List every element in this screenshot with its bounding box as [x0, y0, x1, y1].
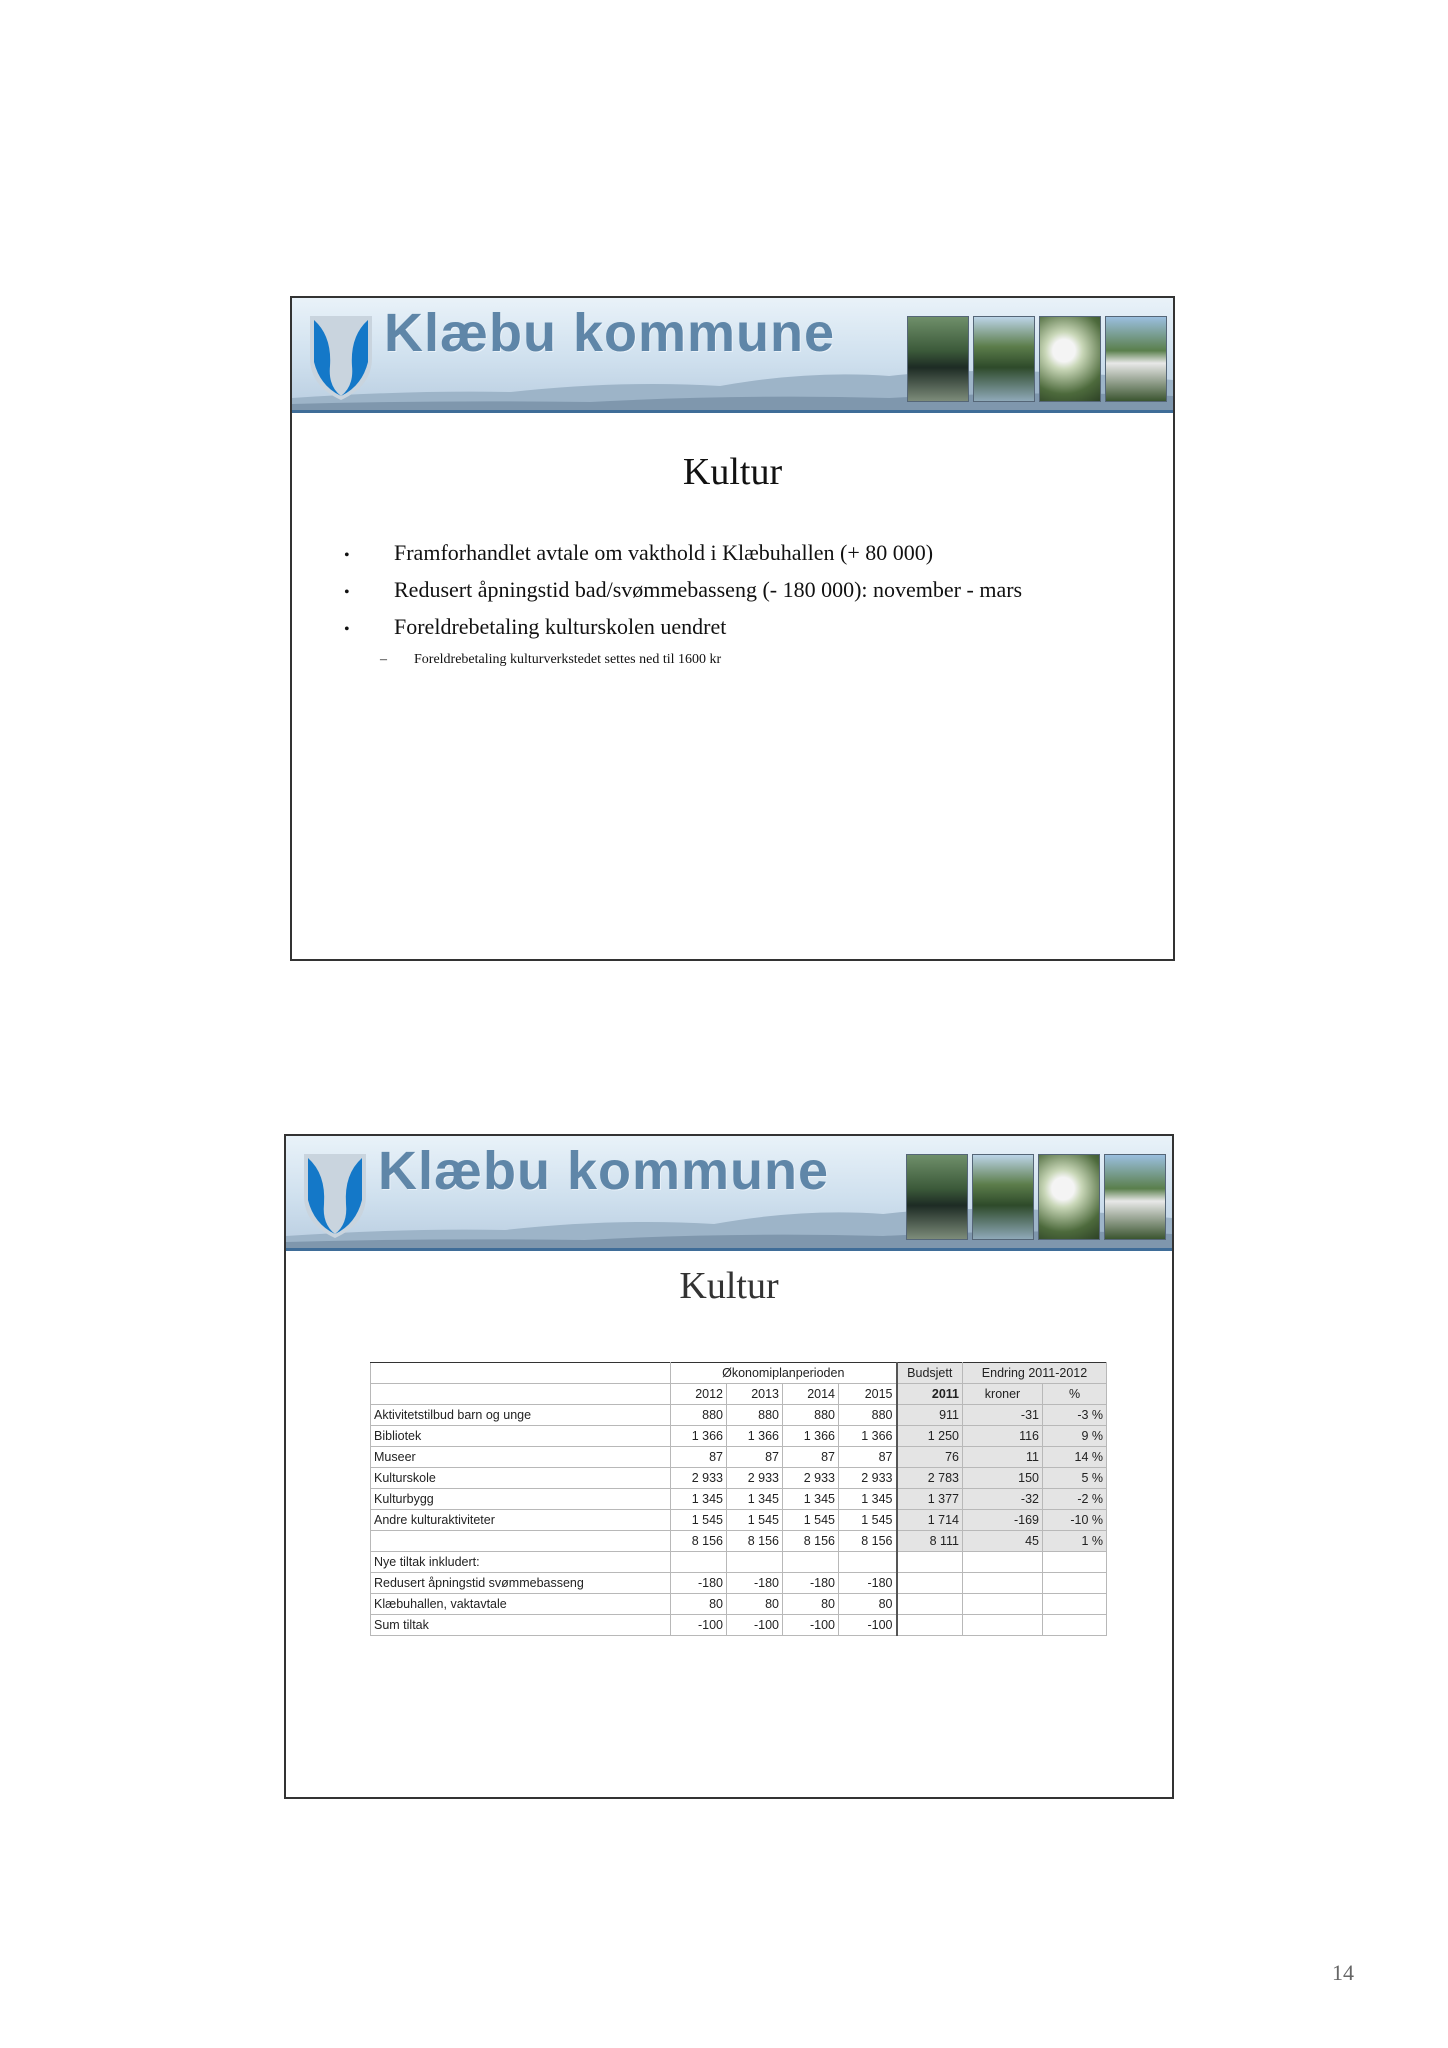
table-cell: 880: [783, 1405, 839, 1426]
table-cell: -31: [963, 1405, 1043, 1426]
sub-bullet-text: Foreldrebetaling kulturverkstedet settes ned til 1600 kr: [414, 652, 722, 667]
blank-cell: [671, 1552, 727, 1573]
row-label: Bibliotek: [371, 1426, 671, 1447]
table-cell: 880: [727, 1405, 783, 1426]
percent-header: %: [1043, 1384, 1107, 1405]
table-cell: 87: [783, 1447, 839, 1468]
row-label: Klæbuhallen, vaktavtale: [371, 1594, 671, 1615]
measures-heading-row: [371, 1552, 1107, 1573]
year-header-row: [371, 1384, 1107, 1405]
table-cell: -100: [839, 1615, 897, 1636]
bullet-item: [344, 610, 1144, 647]
table-cell: 911: [897, 1405, 963, 1426]
total-cell: 8 156: [727, 1531, 783, 1552]
table-cell: -180: [671, 1573, 727, 1594]
row-label: Aktivitetstilbud barn og unge: [371, 1405, 671, 1426]
table-row: [371, 1426, 1107, 1447]
slide-banner: [292, 298, 1173, 413]
blank-cell: [963, 1573, 1043, 1594]
forest-lake-photo: [972, 1154, 1034, 1240]
table-row: [371, 1489, 1107, 1510]
row-label: [371, 1531, 671, 1552]
table-cell: -100: [727, 1615, 783, 1636]
total-cell: 8 111: [897, 1531, 963, 1552]
kroner-header: kroner: [963, 1384, 1043, 1405]
table-cell: 116: [963, 1426, 1043, 1447]
table-cell: 87: [671, 1447, 727, 1468]
measure-row: [371, 1573, 1107, 1594]
blank-cell: [727, 1552, 783, 1573]
page-number: 14: [1332, 1960, 1354, 1985]
plan-period-header: Økonomiplanperioden: [671, 1363, 897, 1384]
table-cell: 80: [839, 1594, 897, 1615]
blank-cell: [839, 1552, 897, 1573]
table-cell: -180: [727, 1573, 783, 1594]
flower-photo: [1038, 1154, 1100, 1240]
table-cell: 5 %: [1043, 1468, 1107, 1489]
measures-heading: Nye tiltak inkludert:: [371, 1552, 671, 1573]
total-cell: 45: [963, 1531, 1043, 1552]
blank-cell: [371, 1363, 671, 1384]
slide-banner: [286, 1136, 1172, 1251]
table-cell: 1 345: [671, 1489, 727, 1510]
bullet-list: [344, 536, 1144, 671]
table-cell: -180: [783, 1573, 839, 1594]
table-cell: 1 714: [897, 1510, 963, 1531]
table-cell: 1 545: [727, 1510, 783, 1531]
bullet-item: [344, 536, 1144, 573]
year-header: 2014: [783, 1384, 839, 1405]
bullet-text: Framforhandlet avtale om vakthold i Klæbuhallen (+ 80 000): [394, 540, 934, 565]
table-cell: 2 933: [783, 1468, 839, 1489]
blank-cell: [1043, 1594, 1107, 1615]
table-cell: 87: [727, 1447, 783, 1468]
blank-cell: [963, 1594, 1043, 1615]
year-header: 2012: [671, 1384, 727, 1405]
table-cell: 1 366: [727, 1426, 783, 1447]
blank-cell: [897, 1615, 963, 1636]
table-cell: 1 366: [783, 1426, 839, 1447]
table-cell: 1 545: [783, 1510, 839, 1531]
table-cell: 1 345: [727, 1489, 783, 1510]
total-cell: 8 156: [783, 1531, 839, 1552]
blank-cell: [783, 1552, 839, 1573]
total-cell: 8 156: [671, 1531, 727, 1552]
table-cell: -100: [671, 1615, 727, 1636]
table-cell: 80: [783, 1594, 839, 1615]
total-row: [371, 1531, 1107, 1552]
measure-row: [371, 1594, 1107, 1615]
table-cell: 880: [839, 1405, 897, 1426]
table-cell: 87: [839, 1447, 897, 1468]
sub-bullet-item: [344, 649, 1144, 671]
table-cell: -10 %: [1043, 1510, 1107, 1531]
lake-photo: [906, 1154, 968, 1240]
church-photo: [1105, 316, 1167, 402]
total-cell: 1 %: [1043, 1531, 1107, 1552]
table-cell: 1 366: [671, 1426, 727, 1447]
forest-lake-photo: [973, 316, 1035, 402]
table-cell: -2 %: [1043, 1489, 1107, 1510]
row-label: Kulturbygg: [371, 1489, 671, 1510]
table-cell: -180: [839, 1573, 897, 1594]
table-cell: 880: [671, 1405, 727, 1426]
bullet-icon: •: [344, 584, 350, 601]
year-header: 2013: [727, 1384, 783, 1405]
slide-title: Kultur: [682, 451, 783, 493]
blank-cell: [1043, 1615, 1107, 1636]
table-row: [371, 1405, 1107, 1426]
year-header: 2011: [897, 1384, 963, 1405]
table-cell: 1 377: [897, 1489, 963, 1510]
bullet-text: Foreldrebetaling kulturskolen uendret: [394, 614, 727, 639]
banner-photos: [907, 316, 1167, 402]
table-cell: 1 366: [839, 1426, 897, 1447]
table-cell: 2 933: [727, 1468, 783, 1489]
table-cell: -169: [963, 1510, 1043, 1531]
lake-photo: [907, 316, 969, 402]
total-cell: 8 156: [839, 1531, 897, 1552]
church-photo: [1104, 1154, 1166, 1240]
blank-cell: [371, 1384, 671, 1405]
table-cell: 1 545: [839, 1510, 897, 1531]
table-cell: 80: [727, 1594, 783, 1615]
table-cell: 1 545: [671, 1510, 727, 1531]
blank-cell: [897, 1573, 963, 1594]
flower-photo: [1039, 316, 1101, 402]
table-cell: 76: [897, 1447, 963, 1468]
banner-photos: [906, 1154, 1166, 1240]
table-cell: 14 %: [1043, 1447, 1107, 1468]
table-cell: 1 345: [839, 1489, 897, 1510]
municipality-logo-icon: [296, 1144, 374, 1240]
bullet-icon: •: [344, 547, 350, 564]
slide-1: [290, 296, 1175, 961]
measure-row: [371, 1615, 1107, 1636]
table-cell: 2 783: [897, 1468, 963, 1489]
group-header-row: [371, 1363, 1107, 1384]
table-cell: -32: [963, 1489, 1043, 1510]
row-label: Sum tiltak: [371, 1615, 671, 1636]
blank-cell: [897, 1594, 963, 1615]
table-cell: 150: [963, 1468, 1043, 1489]
bullet-text: Redusert åpningstid bad/svømmebasseng (- 180 000): november - mars: [394, 577, 1023, 602]
table-cell: 11: [963, 1447, 1043, 1468]
table-row: [371, 1510, 1107, 1531]
table-cell: 9 %: [1043, 1426, 1107, 1447]
table-cell: 1 250: [897, 1426, 963, 1447]
municipality-name: Klæbu kommune: [384, 303, 836, 363]
table-cell: 2 933: [671, 1468, 727, 1489]
budget-table: [370, 1362, 1107, 1636]
table-row: [371, 1468, 1107, 1489]
bullet-item: [344, 573, 1144, 610]
table-cell: 80: [671, 1594, 727, 1615]
blank-cell: [963, 1615, 1043, 1636]
dash-icon: –: [380, 652, 387, 667]
budget-header: Budsjett: [897, 1363, 963, 1384]
municipality-name: Klæbu kommune: [378, 1141, 830, 1201]
change-header: Endring 2011-2012: [963, 1363, 1107, 1384]
blank-cell: [963, 1552, 1043, 1573]
blank-cell: [1043, 1552, 1107, 1573]
table-cell: -100: [783, 1615, 839, 1636]
municipality-logo-icon: [302, 306, 380, 402]
slide-title: Kultur: [679, 1265, 779, 1307]
table-cell: -3 %: [1043, 1405, 1107, 1426]
row-label: Museer: [371, 1447, 671, 1468]
table-cell: 1 345: [783, 1489, 839, 1510]
year-header: 2015: [839, 1384, 897, 1405]
row-label: Redusert åpningstid svømmebasseng: [371, 1573, 671, 1594]
table-row: [371, 1447, 1107, 1468]
table-cell: 2 933: [839, 1468, 897, 1489]
row-label: Kulturskole: [371, 1468, 671, 1489]
slide-2: [284, 1134, 1174, 1799]
row-label: Andre kulturaktiviteter: [371, 1510, 671, 1531]
bullet-icon: •: [344, 621, 350, 638]
blank-cell: [1043, 1573, 1107, 1594]
blank-cell: [897, 1552, 963, 1573]
